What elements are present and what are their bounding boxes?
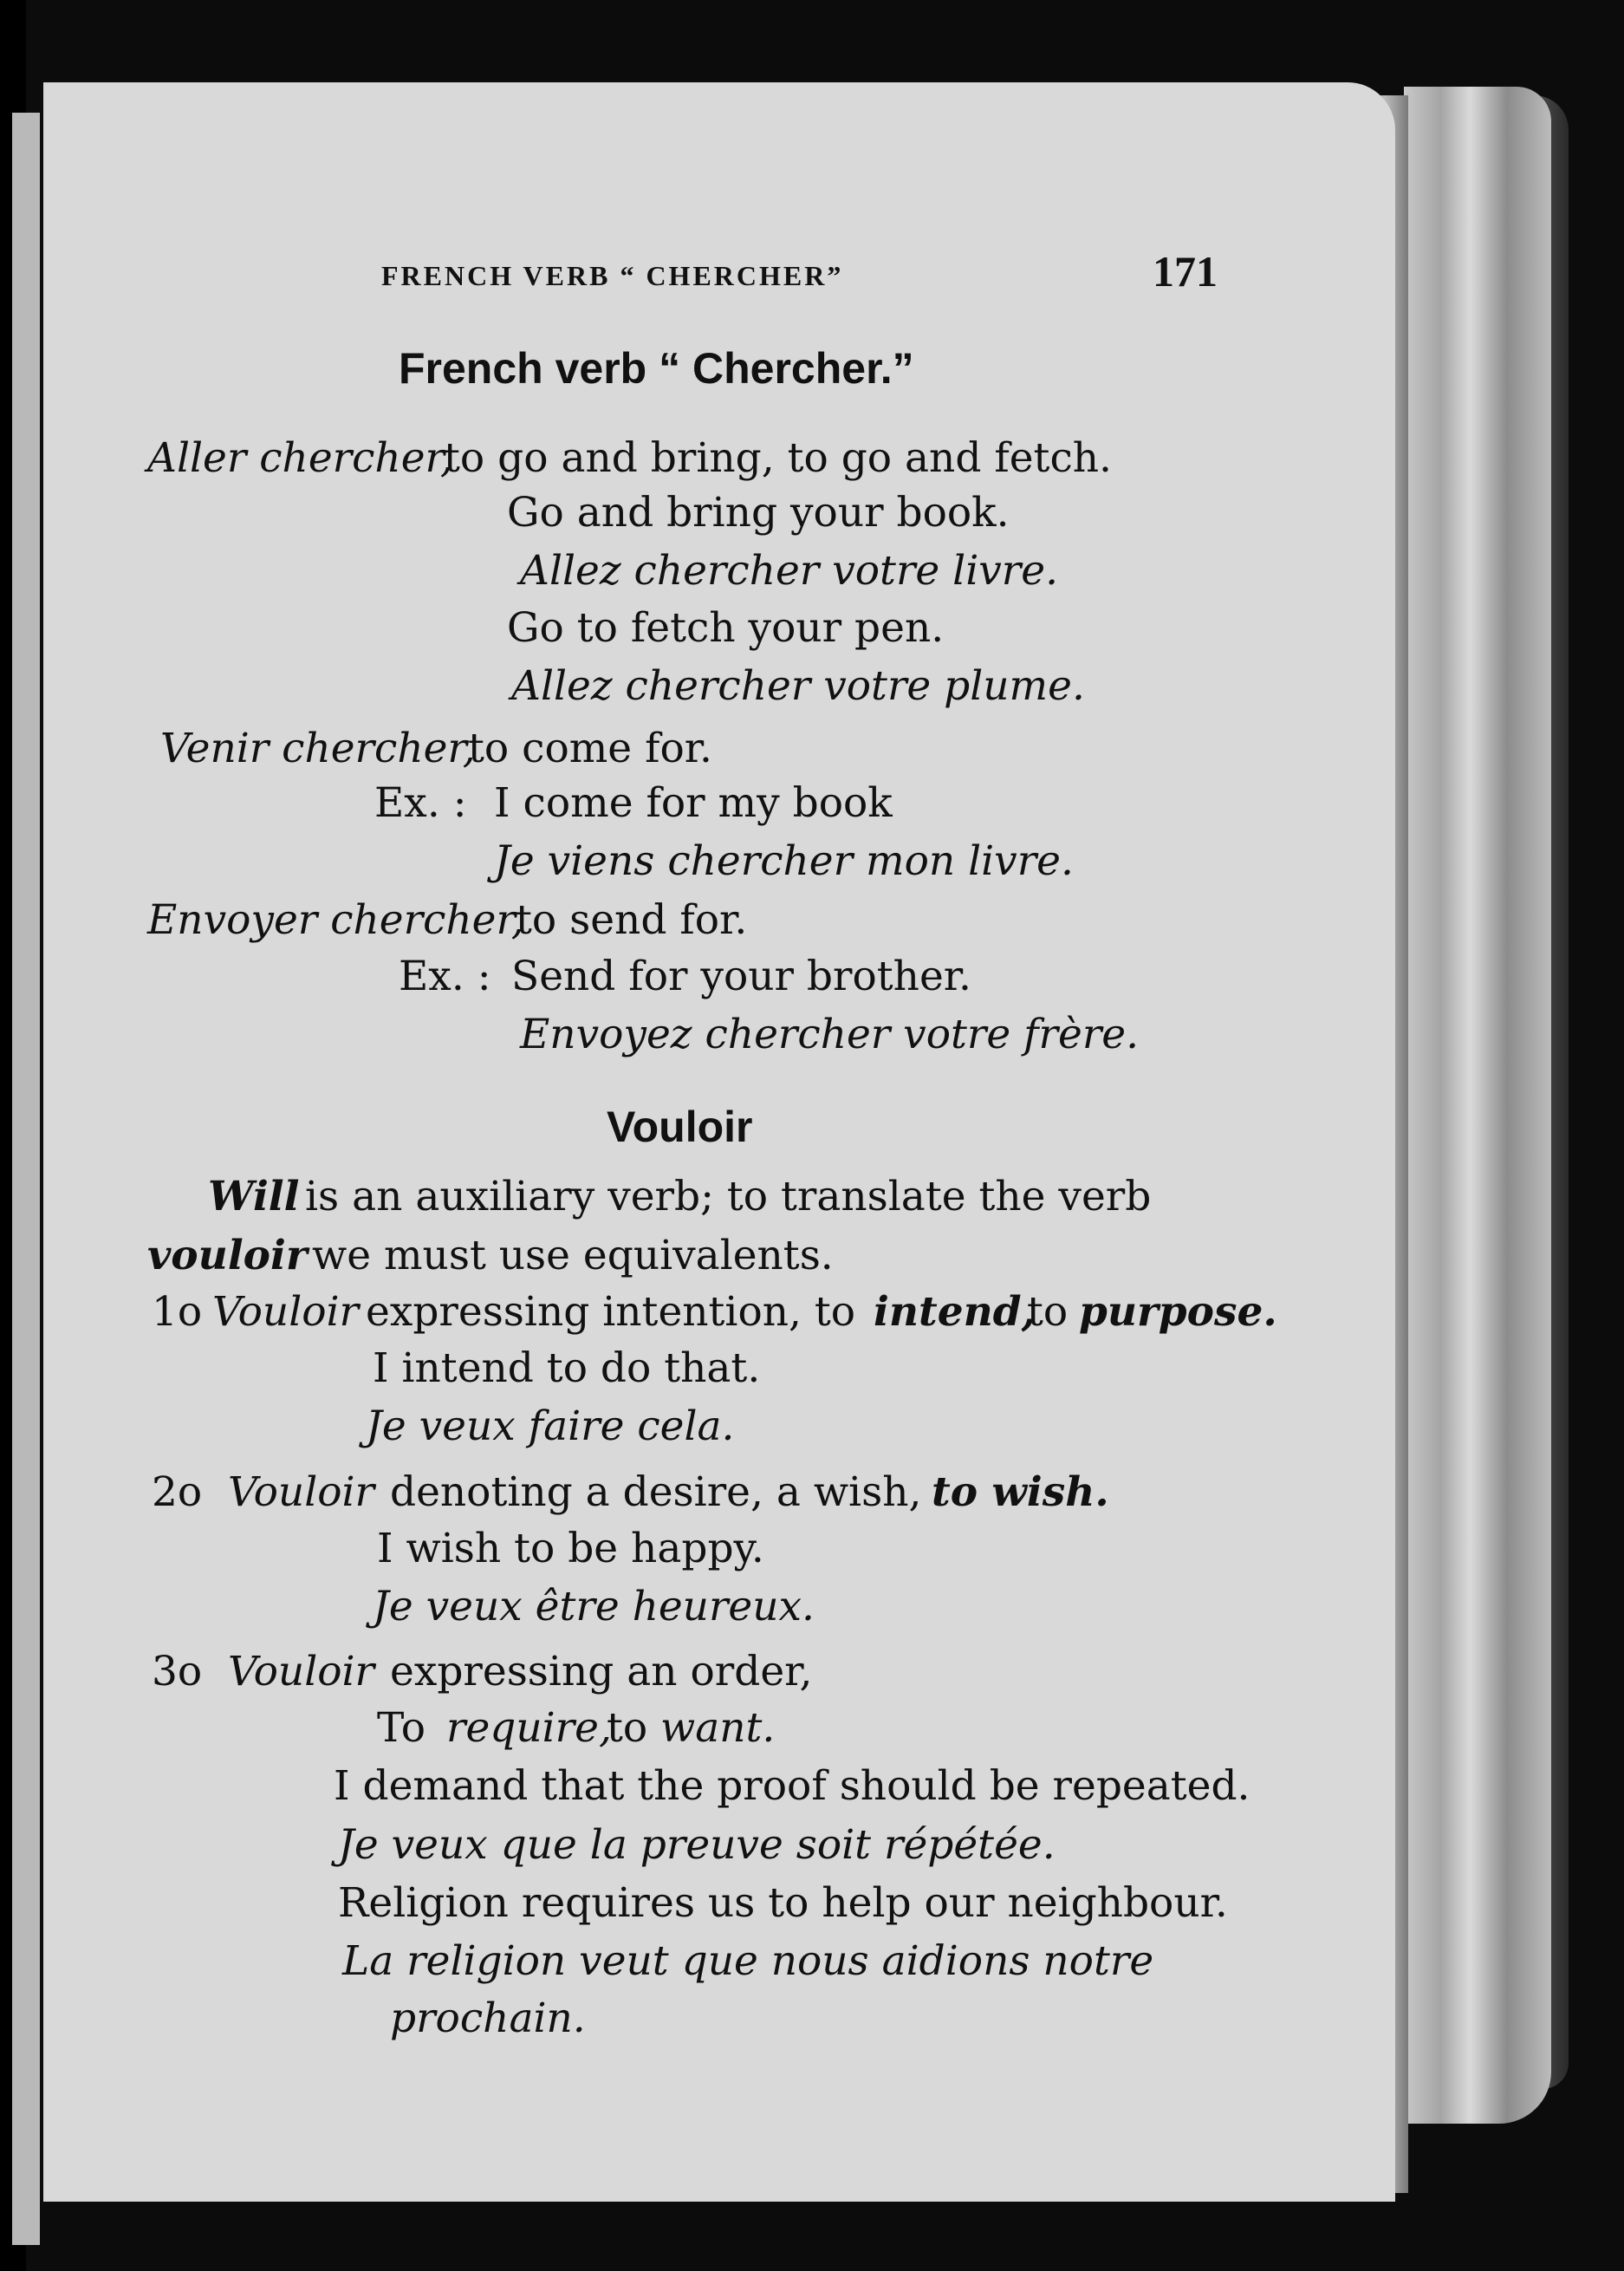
example-french: Allez chercher votre livre.	[520, 547, 1059, 595]
book-page	[43, 82, 1395, 2202]
item-want: want.	[660, 1704, 776, 1752]
item-number: 3o	[152, 1648, 203, 1695]
example-french: Je veux que la preuve soit répétée.	[338, 1821, 1056, 1869]
example-french: Envoyez chercher votre frère.	[520, 1011, 1140, 1058]
running-title: FRENCH VERB “ CHERCHER”	[381, 260, 844, 291]
intro-line1: is an auxiliary verb; to translate the verb	[305, 1173, 1152, 1220]
item-verb: Vouloir	[228, 1468, 375, 1516]
term-envoyer-chercher: Envoyer chercher,	[147, 896, 524, 944]
example-english: I wish to be happy.	[377, 1525, 764, 1572]
gloss-envoyer-chercher: to send for.	[516, 896, 748, 944]
item-to-wish: to wish.	[932, 1468, 1109, 1516]
item-number: 2o	[152, 1468, 203, 1516]
item-to: to	[1027, 1288, 1069, 1336]
example-label: Ex. :	[374, 779, 467, 827]
item-purpose: purpose.	[1079, 1288, 1277, 1336]
item-to-a: To	[377, 1704, 425, 1752]
item-to-b: to	[607, 1704, 648, 1752]
example-french: Je viens chercher mon livre.	[494, 837, 1074, 885]
intro-will: Will	[208, 1173, 300, 1220]
example-french: Je veux faire cela.	[366, 1402, 735, 1450]
example-english: Send for your brother.	[511, 953, 971, 1000]
item-require: require,	[446, 1704, 612, 1752]
example-english: Religion requires us to help our neighbour.	[338, 1879, 1228, 1927]
facing-page-edge	[12, 113, 40, 2245]
example-english: Go and bring your book.	[507, 489, 1010, 537]
section-heading-vouloir: Vouloir	[607, 1103, 753, 1151]
example-english: Go to fetch your pen.	[507, 604, 945, 652]
item-verb: Vouloir	[228, 1648, 375, 1695]
page-stack-edge	[1404, 87, 1551, 2124]
term-venir-chercher: Venir chercher,	[160, 725, 476, 772]
term-aller-chercher: Aller chercher,	[147, 434, 453, 482]
example-english: I demand that the proof should be repeated.	[334, 1762, 1250, 1810]
item-text: denoting a desire, a wish,	[390, 1468, 922, 1516]
gloss-venir-chercher: to come for.	[468, 725, 712, 772]
example-french: Allez chercher votre plume.	[511, 662, 1085, 710]
intro-line2: we must use equivalents.	[312, 1232, 834, 1279]
example-french: La religion veut que nous aidions notre	[342, 1937, 1154, 1985]
item-text: expressing an order,	[390, 1648, 813, 1695]
example-french: Je veux être heureux.	[373, 1583, 815, 1630]
intro-vouloir: vouloir	[147, 1232, 308, 1279]
item-number: 1o	[152, 1288, 203, 1336]
item-verb: Vouloir	[212, 1288, 360, 1336]
gloss-aller-chercher: to go and bring, to go and fetch.	[444, 434, 1112, 482]
example-label: Ex. :	[399, 953, 491, 1000]
section-heading-chercher: French verb “ Chercher.”	[399, 344, 914, 393]
item-intend: intend,	[874, 1288, 1036, 1336]
example-english: I come for my book	[494, 779, 893, 827]
example-english: I intend to do that.	[373, 1344, 761, 1392]
example-french-continued: prochain.	[390, 1994, 586, 2042]
item-text: expressing intention, to	[366, 1288, 856, 1336]
page-number: 171	[1153, 247, 1218, 296]
